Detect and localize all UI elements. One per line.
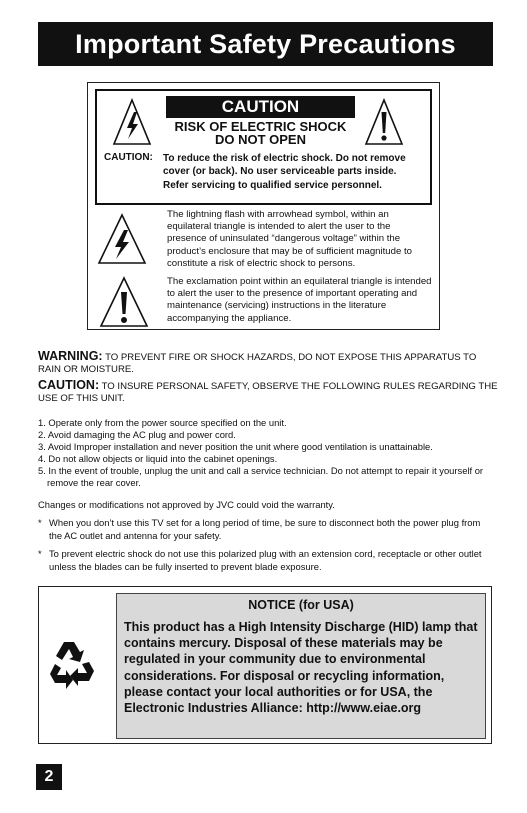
risk-line-2: DO NOT OPEN <box>214 132 306 147</box>
caution-rules-text: TO INSURE PERSONAL SAFETY, OBSERVE THE FOLLOWING RULES REGARDING THE USE OF THIS UNIT. <box>38 381 498 404</box>
lightning-triangle-icon <box>97 213 147 265</box>
lightning-symbol-description: The lightning flash with arrowhead symbol, within an equilateral triangle is intended to alert the user to the presence of uninsulated “dangerous voltage” within the product’s enclosure that may be of sufficient magnitude to constitute a risk of electric shock to persons. <box>167 209 412 269</box>
note-bullet: * <box>38 517 42 528</box>
caution-rules-label: CAUTION: <box>38 378 100 392</box>
risk-line-1: RISK OF ELECTRIC SHOCK <box>174 119 347 134</box>
note-text: When you don’t use this TV set for a long period of time, be sure to disconnect both the power plug from the AC outlet and antenna for your safety. <box>49 517 481 541</box>
warning-text: TO PREVENT FIRE OR SHOCK HAZARDS, DO NOT EXPOSE THIS APPARATUS TO RAIN OR MOISTURE. <box>38 352 477 375</box>
caution-header: CAUTION <box>166 96 355 118</box>
list-item: 3. Avoid Improper installation and never position the unit where good ventilation is unattainable. <box>38 441 433 452</box>
list-item: 5. In the event of trouble, unplug the unit and call a service technician. Do not attempt to repair it yourself or remove the rear cover. <box>38 465 484 488</box>
warning-label: WARNING: <box>38 349 103 363</box>
caution-description: To reduce the risk of electric shock. Do not remove cover (or back). No user serviceable parts inside. Refer servicing to qualified service personnel. <box>163 153 406 191</box>
note-item <box>38 548 494 573</box>
modifications-note: Changes or modifications not approved by JVC could void the warranty. <box>38 499 335 510</box>
recycle-icon <box>49 638 95 690</box>
caution-rules-paragraph <box>38 379 498 405</box>
warning-paragraph <box>38 350 498 376</box>
exclamation-triangle-icon <box>364 98 404 146</box>
risk-of-shock-text <box>166 120 355 146</box>
exclamation-symbol-description: The exclamation point within an equilateral triangle is intended to alert the user to the presence of important operating and maintenance (servicing) instructions in the literature accompanying the appliance. <box>167 276 432 324</box>
page-title: Important Safety Precautions <box>38 22 493 66</box>
safety-rules-list <box>38 417 498 489</box>
page-number: 2 <box>36 764 62 790</box>
lightning-triangle-icon <box>112 98 152 146</box>
notice-title: NOTICE (for USA) <box>248 598 354 612</box>
list-item: 1. Operate only from the power source specified on the unit. <box>38 417 287 428</box>
list-item: 2. Avoid damaging the AC plug and power cord. <box>38 429 236 440</box>
notice-body: This product has a High Intensity Discharge (HID) lamp that contains mercury. Disposal of these materials may be regulated in your community due to environmental considerations. For disposal or recycling information, please contact your local authorities or for USA, the Electronic Industries Alliance: http://www.eiae.org <box>124 620 478 716</box>
note-bullet: * <box>38 548 42 559</box>
note-item <box>38 517 494 542</box>
list-item: 4. Do not allow objects or liquid into the cabinet openings. <box>38 453 278 464</box>
caution-inline-label: CAUTION: <box>104 152 153 163</box>
note-text: To prevent electric shock do not use this polarized plug with an extension cord, receptacle or other outlet unless the blades can be fully inserted to prevent blade exposure. <box>49 548 482 572</box>
exclamation-triangle-icon <box>99 276 149 328</box>
